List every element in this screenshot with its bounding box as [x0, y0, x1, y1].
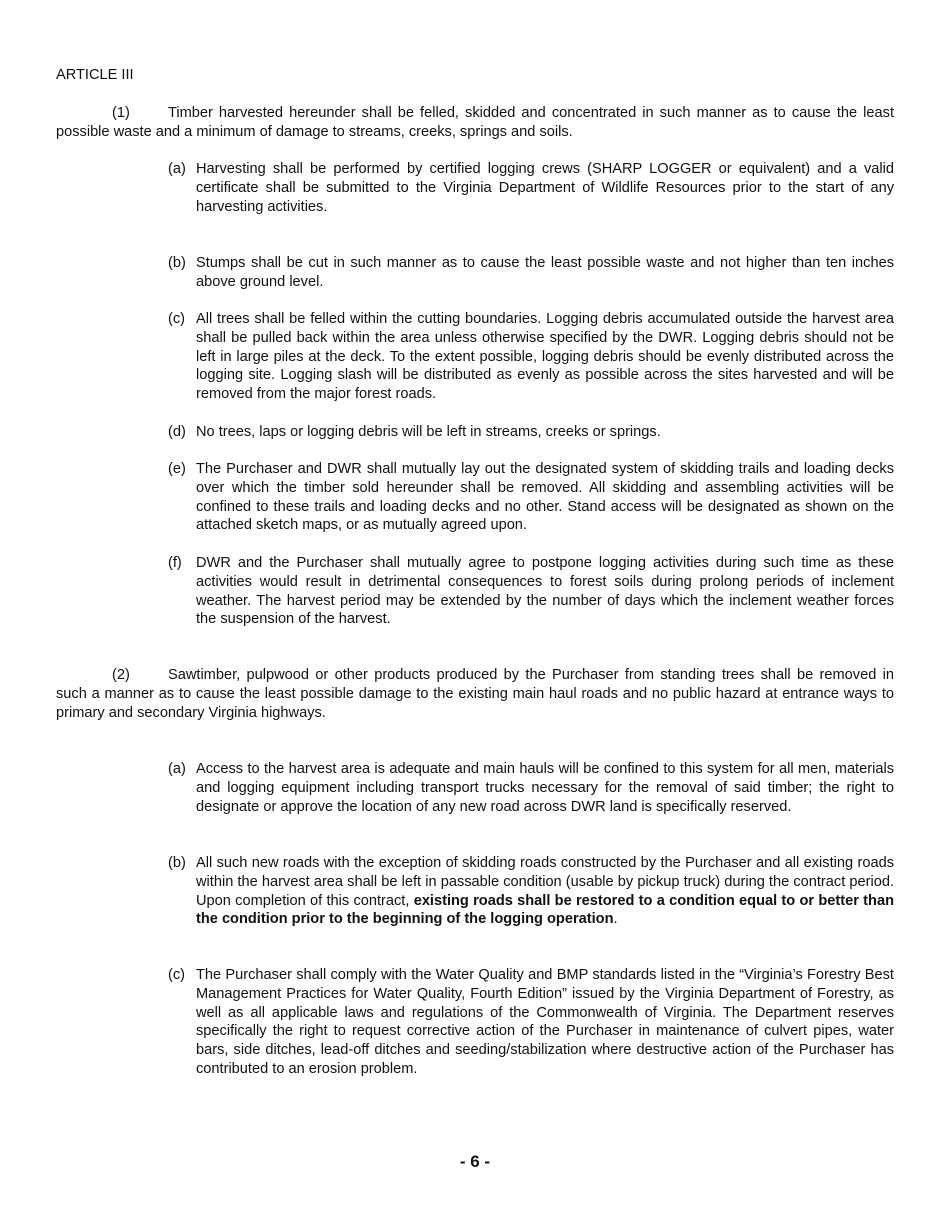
- section-2-item-b: [168, 854, 894, 929]
- item-text: Access to the harvest area is adequate and main hauls will be confined to this system for all men, materials and logging equipment including transport trucks necessary for the removal of said timber; the right to designate or approve the location of any new road across DWR land is specifically reserved.: [196, 761, 894, 815]
- section-1-number: (1): [112, 105, 130, 121]
- item-label: (c): [168, 967, 186, 983]
- item-text-regular: All such new roads with the exception of skidding roads constructed by the Purchaser and all existing roads within the harvest area shall be left in passable condition (usable by pickup truck) during the contract period. Upon completion of this contract,: [196, 855, 894, 909]
- item-label: (b): [168, 255, 186, 271]
- item-text: All trees shall be felled within the cutting boundaries. Logging debris accumulated outside the harvest area shall be pulled back within the area unless otherwise specified by the DWR. Logging debris should not be left in large piles at the deck. To the extent possible, logging debris should be evenly distributed across the logging site. Logging slash will be distributed as evenly as possible across the sites harvested and will be removed from the major forest roads.: [196, 311, 894, 403]
- section-2-item-c: [168, 966, 894, 1079]
- item-text: No trees, laps or logging debris will be left in streams, creeks or springs.: [196, 424, 661, 440]
- section-2-item-a: [168, 760, 894, 816]
- section-1-item-d: [168, 423, 894, 442]
- item-label: (a): [168, 161, 186, 177]
- section-1-paragraph: [56, 104, 894, 142]
- item-text: DWR and the Purchaser shall mutually agree to postpone logging activities during such time as these activities would result in detrimental consequences to forest soils during prolong periods of inclement weather. The harvest period may be extended by the number of days which the inclement weather forces the suspension of the harvest.: [196, 555, 894, 628]
- item-text-bold: existing roads shall be restored to a condition equal to or better than the condition prior to the beginning of the logging operation: [196, 892, 894, 928]
- item-label: (e): [168, 461, 186, 477]
- section-2-text: Sawtimber, pulpwood or other products produced by the Purchaser from standing trees shall be removed in such a manner as to cause the least possible damage to the existing main haul roads and no public hazard at entrance ways to primary and secondary Virginia highways.: [56, 667, 894, 721]
- section-1-item-a: [168, 160, 894, 216]
- item-text: The Purchaser shall comply with the Water Quality and BMP standards listed in the “Virginia’s Forestry Best Management Practices for Water Quality, Fourth Edition” issued by the Virginia Department of Forestry, as well as all applicable laws and regulations of the Commonwealth of Virginia. The Department reserves specifically the right to request corrective action of the Purchaser in maintenance of culvert pipes, water bars, side ditches, lead-off ditches and seeding/stabilization where destructive action of the Purchaser has contributed to an erosion problem.: [196, 967, 894, 1077]
- section-2-paragraph: [56, 666, 894, 722]
- section-1-text: Timber harvested hereunder shall be felled, skidded and concentrated in such manner as to cause the least possible waste and a minimum of damage to streams, creeks, springs and soils.: [56, 105, 894, 140]
- item-label: (d): [168, 424, 186, 440]
- item-label: (b): [168, 855, 186, 871]
- section-2-number: (2): [112, 667, 130, 683]
- section-1-item-b: [168, 254, 894, 292]
- article-title: ARTICLE III: [56, 67, 134, 83]
- item-text: Stumps shall be cut in such manner as to cause the least possible waste and not higher than ten inches above ground level.: [196, 255, 894, 290]
- item-text: The Purchaser and DWR shall mutually lay out the designated system of skidding trails and loading decks over which the timber sold hereunder shall be removed. All skidding and assembling activities will be confined to these trails and loading decks and no other. Stand access will be designated as shown on the attached sketch maps, or as mutually agreed upon.: [196, 461, 894, 534]
- item-text: [196, 854, 894, 929]
- item-text-end: .: [613, 911, 618, 928]
- item-label: (f): [168, 555, 182, 571]
- item-label: (c): [168, 311, 186, 327]
- section-1-item-e: [168, 460, 894, 535]
- item-text: Harvesting shall be performed by certified logging crews (SHARP LOGGER or equivalent) and a valid certificate shall be submitted to the Virginia Department of Wildlife Resources prior to the start of any harvesting activities.: [196, 161, 894, 215]
- section-1-item-f: [168, 554, 894, 629]
- item-label: (a): [168, 761, 186, 777]
- section-1-item-c: [168, 310, 894, 404]
- page-number: - 6 -: [459, 1152, 491, 1171]
